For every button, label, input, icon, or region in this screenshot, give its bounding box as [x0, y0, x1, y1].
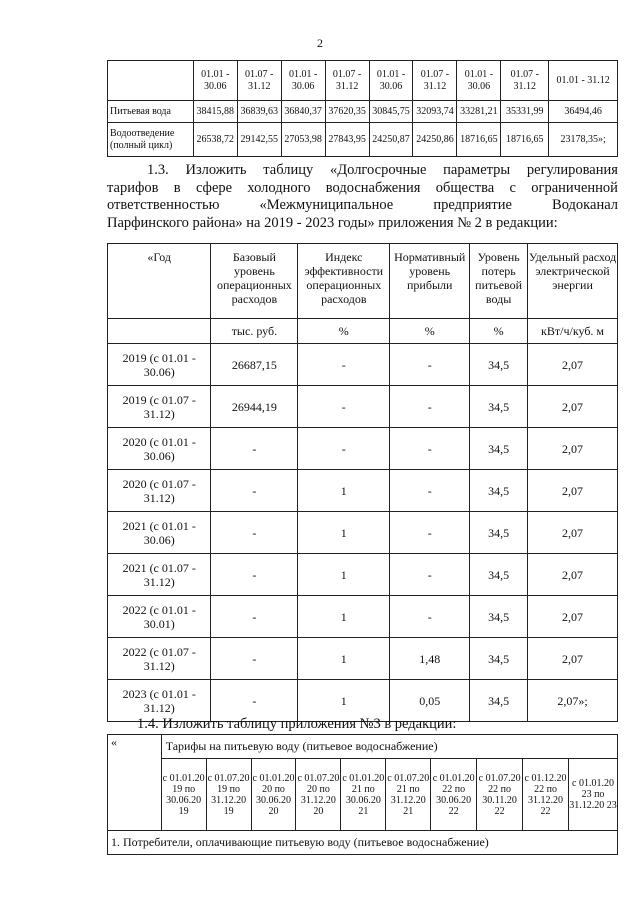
- table-cell: 18716,65: [457, 123, 501, 157]
- table-cell: 26538,72: [193, 123, 237, 157]
- table-cell: -: [211, 596, 298, 638]
- table2-header-row: [108, 244, 618, 319]
- header-year: «Год: [108, 244, 211, 319]
- table1-period: 01.01 - 31.12: [549, 61, 618, 101]
- table3-title: Тарифы на питьевую воду (питьевое водоснабжение): [161, 735, 617, 759]
- table-row: [108, 470, 618, 512]
- table-cell: 1: [298, 512, 390, 554]
- table-cell: 18716,65: [501, 123, 549, 157]
- drinking-water-tariff-table: [107, 734, 618, 855]
- table-cell: 36494,46: [549, 101, 618, 123]
- table-cell: 2,07: [528, 470, 618, 512]
- para-line: 1.4. Изложить таблицу приложения №3 в редакции:: [137, 716, 457, 732]
- table-cell: -: [211, 680, 298, 722]
- table-cell: 2,07: [528, 386, 618, 428]
- unit-cell: %: [470, 319, 528, 344]
- table-cell: -: [298, 344, 390, 386]
- table-cell: 26944,19: [211, 386, 298, 428]
- table-row: [108, 512, 618, 554]
- page-number: 2: [317, 36, 323, 50]
- table-cell: -: [298, 428, 390, 470]
- table-cell: 2,07: [528, 344, 618, 386]
- table1-corner-cell: [108, 61, 194, 101]
- table-row: [108, 386, 618, 428]
- table-cell: -: [390, 386, 470, 428]
- table-cell: 1: [298, 554, 390, 596]
- unit-cell: тыс. руб.: [211, 319, 298, 344]
- table-cell: 23178,35»;: [549, 123, 618, 157]
- opening-quote: «: [108, 735, 162, 831]
- para-line: ответственностью «Межмуниципальное предприятие Водоканал: [107, 197, 618, 213]
- table-cell: 34,5: [470, 596, 528, 638]
- table-row: [108, 101, 618, 123]
- long-term-parameters-table: [107, 243, 618, 722]
- table-cell: -: [390, 470, 470, 512]
- table-cell: 34,5: [470, 428, 528, 470]
- row-label: Питьевая вода: [108, 101, 194, 123]
- table-cell: -: [390, 596, 470, 638]
- table-cell: 34,5: [470, 680, 528, 722]
- table1-period: 01.01 - 30.06: [369, 61, 413, 101]
- para-line: 1.3. Изложить таблицу «Долгосрочные параметры регулирования: [147, 162, 618, 178]
- header-base-costs: Базовый уровень операционных расходов: [211, 244, 298, 319]
- table-cell: 2,07: [528, 596, 618, 638]
- table-cell: 1: [298, 680, 390, 722]
- table-cell: 34,5: [470, 638, 528, 680]
- table-cell: -: [211, 512, 298, 554]
- table-row: [108, 596, 618, 638]
- unit-cell: кВт/ч/куб. м: [528, 319, 618, 344]
- table3-period: с 01.01.20 23 по 31.12.20 23: [568, 759, 617, 831]
- table1-period: 01.07 - 31.12: [413, 61, 457, 101]
- paragraph-1-4: [107, 716, 618, 734]
- table-cell: 1,48: [390, 638, 470, 680]
- table-cell: 36840,37: [281, 101, 325, 123]
- table1-period: 01.07 - 31.12: [237, 61, 281, 101]
- table-cell: 2,07: [528, 638, 618, 680]
- year-cell: 2021 (с 01.07 - 31.12): [108, 554, 211, 596]
- table3-period: с 01.07.20 20 по 31.12.20 20: [296, 759, 341, 831]
- table-row: [108, 123, 618, 157]
- unit-cell: [108, 319, 211, 344]
- paragraph-1-3: [107, 162, 618, 232]
- header-energy-rate: Удельный расход электрической энергии: [528, 244, 618, 319]
- table-row: [108, 554, 618, 596]
- year-cell: 2023 (с 01.01 - 31.12): [108, 680, 211, 722]
- table-cell: 24250,86: [413, 123, 457, 157]
- table-cell: 1: [298, 638, 390, 680]
- table-cell: -: [211, 638, 298, 680]
- table-cell: 34,5: [470, 344, 528, 386]
- year-cell: 2022 (с 01.07 - 31.12): [108, 638, 211, 680]
- table-cell: 38415,88: [193, 101, 237, 123]
- table3-period: с 01.07.20 22 по 30.11.20 22: [477, 759, 523, 831]
- table3-period: с 01.07.20 19 по 31.12.20 19: [206, 759, 251, 831]
- row-label: Водоотведение (полный цикл): [108, 123, 194, 157]
- table-cell: -: [390, 428, 470, 470]
- table1-period: 01.01 - 30.06: [457, 61, 501, 101]
- table1-period: 01.07 - 31.12: [501, 61, 549, 101]
- header-water-loss: Уровень потерь питьевой воды: [470, 244, 528, 319]
- table3-period: с 01.01.20 22 по 30.06.20 22: [431, 759, 477, 831]
- table-cell: 36839,63: [237, 101, 281, 123]
- table3-period: с 01.12.20 22 по 31.12.20 22: [523, 759, 569, 831]
- table-cell: -: [390, 554, 470, 596]
- table-cell: -: [298, 386, 390, 428]
- table-cell: 27843,95: [325, 123, 369, 157]
- table-row: [108, 344, 618, 386]
- table-cell: 34,5: [470, 512, 528, 554]
- table1-period: 01.07 - 31.12: [325, 61, 369, 101]
- table-row: [108, 638, 618, 680]
- para-line: Парфинского района» на 2019 - 2023 годы» приложения № 2 в редакции:: [107, 214, 558, 231]
- consumers-row-label: 1. Потребители, оплачивающие питьевую воду (питьевое водоснабжение): [108, 831, 618, 855]
- table3-period: с 01.01.20 20 по 30.06.20 20: [251, 759, 296, 831]
- table-row: [108, 831, 618, 855]
- table-row: [108, 428, 618, 470]
- table1-period: 01.01 - 30.06: [281, 61, 325, 101]
- table1-period: 01.01 - 30.06: [193, 61, 237, 101]
- table-cell: -: [211, 470, 298, 512]
- table-cell: -: [390, 344, 470, 386]
- table-cell: 26687,15: [211, 344, 298, 386]
- table2-units-row: [108, 319, 618, 344]
- year-cell: 2021 (с 01.01 - 30.06): [108, 512, 211, 554]
- table-cell: 24250,87: [369, 123, 413, 157]
- table-cell: -: [390, 512, 470, 554]
- year-cell: 2020 (с 01.01 - 30.06): [108, 428, 211, 470]
- table-cell: 27053,98: [281, 123, 325, 157]
- header-efficiency-index: Индекс эффективности операционных расходов: [298, 244, 390, 319]
- unit-cell: %: [390, 319, 470, 344]
- table3-periods-row: [108, 759, 618, 831]
- header-profit-level: Нормативный уровень прибыли: [390, 244, 470, 319]
- table-cell: 33281,21: [457, 101, 501, 123]
- unit-cell: %: [298, 319, 390, 344]
- table-cell: 37620,35: [325, 101, 369, 123]
- table3-period: с 01.07.20 21 по 31.12.20 21: [386, 759, 431, 831]
- table-cell: 29142,55: [237, 123, 281, 157]
- year-cell: 2020 (с 01.07 - 31.12): [108, 470, 211, 512]
- table3-title-row: [108, 735, 618, 759]
- table1-header-row: [108, 61, 618, 101]
- year-cell: 2019 (с 01.01 - 30.06): [108, 344, 211, 386]
- table-cell: 34,5: [470, 386, 528, 428]
- table-cell: 2,07»;: [528, 680, 618, 722]
- table-cell: 30845,75: [369, 101, 413, 123]
- tariff-table-continuation: [107, 60, 618, 157]
- table-cell: 34,5: [470, 554, 528, 596]
- year-cell: 2019 (с 01.07 - 31.12): [108, 386, 211, 428]
- table3-period: с 01.01.20 19 по 30.06.20 19: [161, 759, 206, 831]
- table-cell: 34,5: [470, 470, 528, 512]
- table-cell: -: [211, 554, 298, 596]
- table-cell: 2,07: [528, 428, 618, 470]
- table3-period: с 01.01.20 21 по 30.06.20 21: [341, 759, 386, 831]
- para-line: тарифов в сфере холодного водоснабжения общества с ограниченной: [107, 179, 618, 196]
- table-cell: 1: [298, 470, 390, 512]
- year-cell: 2022 (с 01.01 - 30.01): [108, 596, 211, 638]
- table-cell: 2,07: [528, 554, 618, 596]
- table-cell: 2,07: [528, 512, 618, 554]
- table-cell: 32093,74: [413, 101, 457, 123]
- table-cell: 1: [298, 596, 390, 638]
- table-cell: 0,05: [390, 680, 470, 722]
- table-cell: -: [211, 428, 298, 470]
- table-cell: 35331,99: [501, 101, 549, 123]
